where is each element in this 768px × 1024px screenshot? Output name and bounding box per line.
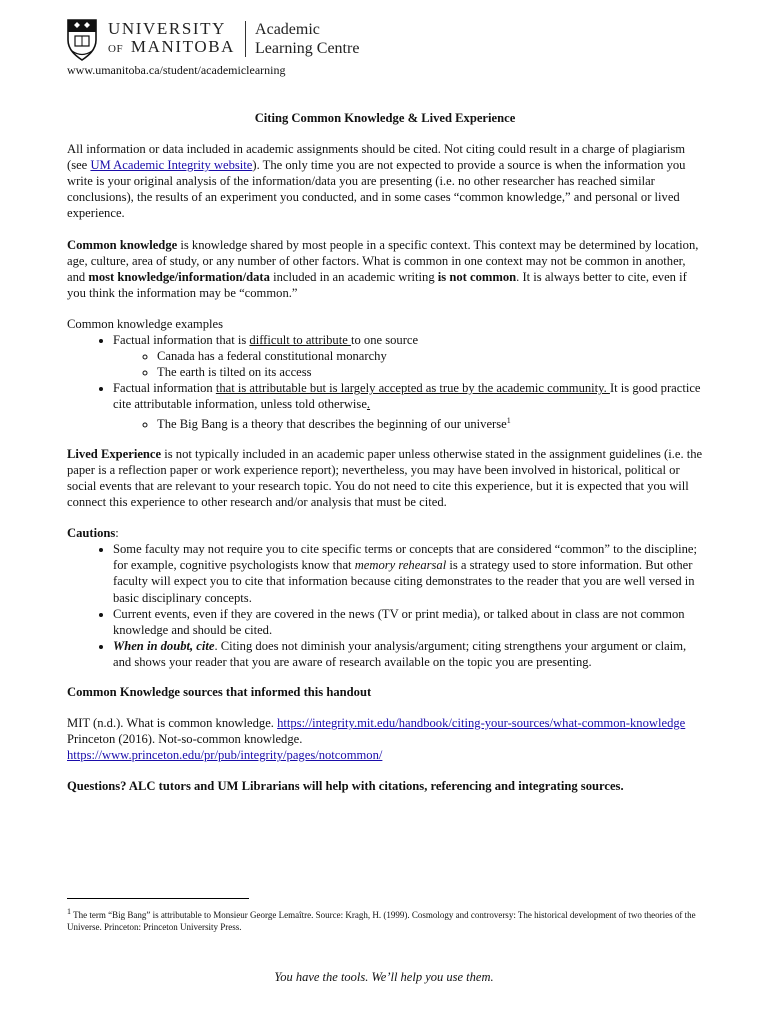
cautions-list [67,541,703,670]
unit-name [255,20,359,58]
sources-heading: Common Knowledge sources that informed this handout [67,685,372,699]
academic-integrity-link[interactable]: UM Academic Integrity website [90,158,253,173]
header [66,14,359,64]
examples-list [67,332,703,432]
mit-source-link[interactable]: https://integrity.mit.edu/handbook/citing-your-sources/what-common-knowledge [277,716,686,731]
list-item: ◦ The Big Bang is a theory that describes the beginning of our universe$^1$ [157,413,703,432]
university-line2: MANITOBA [130,37,236,56]
list-item: • When in doubt, cite. Citing does not diminish your analysis/argument; citing strengthens your argument or claim, and shows your reader that you are aware of research available on the topic you are presenting. [113,638,703,670]
list-item: ◦ The earth is tilted on its access [157,364,703,380]
university-crest-logo [66,16,98,62]
header-divider [245,21,246,57]
common-knowledge-term: Common knowledge [67,237,178,252]
unit-line2: Learning Centre [255,40,360,57]
source-mit: MIT (n.d.). What is common knowledge. https://integrity.mit.edu/handbook/citing-your-sources/what-common-knowledge [67,716,686,731]
website-url: www.umanitoba.ca/student/academiclearning [67,63,286,77]
cautions-heading: Cautions: [67,526,119,541]
footnote-reference[interactable]: 1 [506,415,511,425]
lived-experience-term: Lived Experience [67,446,162,461]
source-princeton: Princeton (2016). Not-so-common knowledge. [67,732,303,747]
list-item: • Current events, even if they are covered in the news (TV or print media), or talked about in class are not common knowledge and should be cited. [113,606,703,638]
list-item: ◦ Canada has a federal constitutional monarchy [157,348,703,364]
footnote: $^1$ The term “Big Bang” is attributable to Monsieur George Lemaître. Source: Kragh, H. (1999). Cosmology and controversy: The historical development of two theories of the Universe. Princeton: Princeton University Press. [67,907,696,932]
list-item: • Factual information that is difficult to attribute to one source ◦ Canada has a federal constitutional monarchy ◦ The earth is tilted on its access [113,332,703,380]
questions-line: Questions? ALC tutors and UM Librarians will help with citations, referencing and integrating sources. [67,779,624,794]
princeton-source-link[interactable]: https://www.princeton.edu/pr/pub/integrity/pages/notcommon/ [67,748,383,763]
unit-line1: Academic [255,21,320,38]
footnote-divider [67,898,249,899]
footer-tagline: You have the tools. We’ll help you use them. [274,970,494,984]
university-of: OF [108,43,124,55]
lived-experience-paragraph: Lived Experience is not typically included in an academic paper unless otherwise stated in the assignment guidelines (i.e. the paper is a reflection paper or work experience report); nevertheless, you may have been involved in historical, political or social events that are relevant to your research topic. You do not need to cite this experience, but it is expected that you will connect this experience to other research and/or analysis that must be cited. [67,446,703,510]
university-wordmark [108,20,235,58]
examples-heading: Common knowledge examples [67,316,223,331]
common-knowledge-paragraph: Common knowledge is knowledge shared by most people in a specific context. This context may be determined by location, age, culture, area of study, or any number of other factors. What is common in one context may not be common in another, and most knowledge/information/data included in an academic writing is not common. It is always better to cite, even if you think the information may be “common.” [67,237,699,300]
main-content [67,110,703,809]
list-item: • Some faculty may not require you to cite specific terms or concepts that are considered “common” to the discipline; for example, cognitive psychologists know that memory rehearsal is a strategy used to store information. But other faculty will expect you to cite that information because citing demonstrates to the reader that you are well versed in basic disciplinary concepts. [113,541,703,605]
university-line1: UNIVERSITY [108,19,226,38]
document-title: Citing Common Knowledge & Lived Experience [254,111,516,125]
list-item: • Factual information that is attributable but is largely accepted as true by the academic community. It is good practice cite attributable information, unless told otherwise. ◦ The Big Bang is a theory that describes the beginning of our universe$^1$ [113,380,703,431]
intro-paragraph: All information or data included in academic assignments should be cited. Not citing could result in a charge of plagiarism (see UM Academic Integrity website). The only time you are not expected to provide a source is when the information you write is your original analysis of the information/data you are presenting (i.e. no other researcher has reached similar conclusions), the results of an experiment you conducted, and in some cases “common knowledge,” and personal or lived experience. [67,142,686,221]
